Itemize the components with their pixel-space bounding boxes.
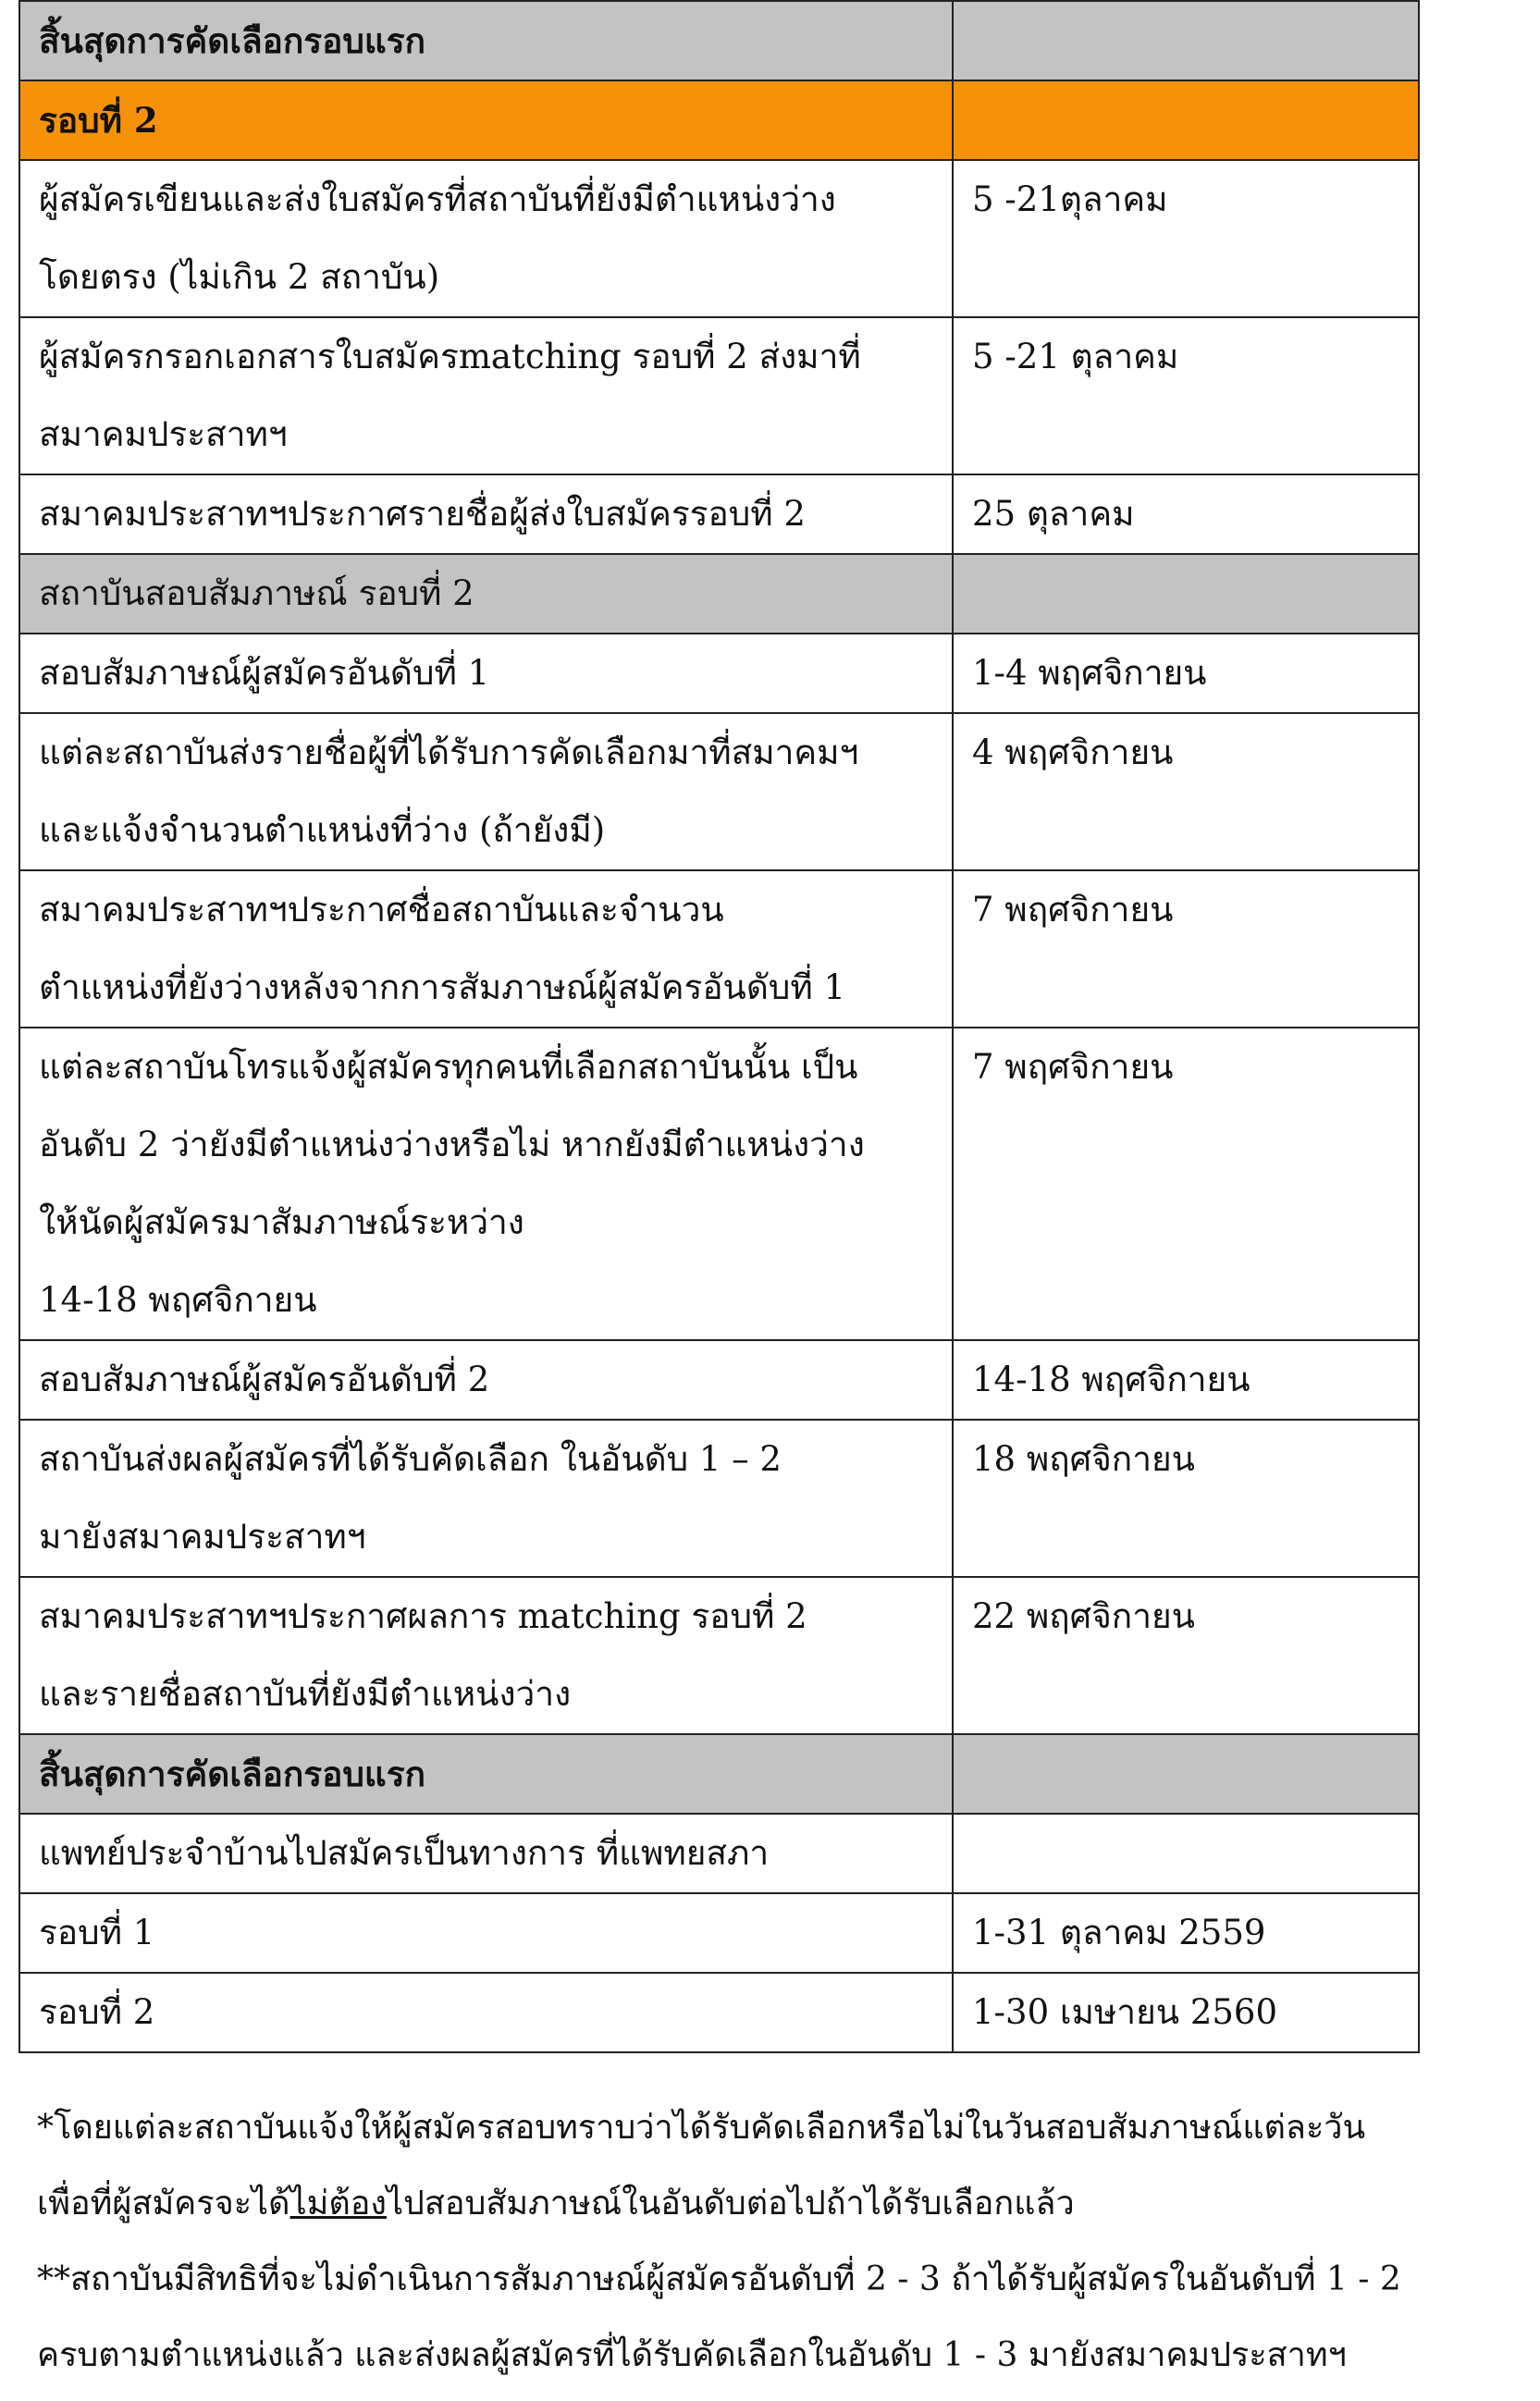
table-row: [19, 317, 1419, 474]
date-cell: 5 -21 ตุลาคม: [953, 317, 1419, 474]
table-row: [19, 713, 1419, 870]
date-cell: 1-31 ตุลาคม 2559: [953, 1893, 1419, 1973]
date-cell: [953, 1814, 1419, 1893]
table-row: [19, 634, 1419, 713]
table-row: [19, 1, 1419, 80]
date-cell: 5 -21ตุลาคม: [953, 160, 1419, 317]
date-cell: 14-18 พฤศจิกายน: [953, 1340, 1419, 1420]
footnote-line-2: [37, 2166, 1535, 2242]
date-cell: 18 พฤศจิกายน: [953, 1420, 1419, 1577]
date-cell: [953, 1734, 1419, 1814]
date-cell: 1-4 พฤศจิกายน: [953, 634, 1419, 713]
date-cell: [953, 80, 1419, 160]
footnotes: [37, 2090, 1535, 2394]
date-cell: 4 พฤศจิกายน: [953, 713, 1419, 870]
step-cell: สถาบันสอบสัมภาษณ์ รอบที่ 2: [19, 554, 953, 634]
schedule-table-body: [19, 1, 1419, 2052]
step-cell: แต่ละสถาบันโทรแจ้งผู้สมัครทุกคนที่เลือกสถาบันนั้น เป็น อันดับ 2 ว่ายังมีตำแหน่งว่างหรือไม่ หากยังมีตำแหน่งว่าง ให้นัดผู้สมัครมาสัมภาษณ์ระหว่าง 14-18 พฤศจิกายน: [19, 1028, 953, 1340]
table-row: [19, 1893, 1419, 1973]
step-cell: สอบสัมภาษณ์ผู้สมัครอันดับที่ 2: [19, 1340, 953, 1420]
table-row: [19, 474, 1419, 554]
step-cell: รอบที่ 2: [19, 1973, 953, 2052]
table-row: [19, 870, 1419, 1028]
date-cell: [953, 1, 1419, 80]
footnote-line-3: **สถาบันมีสิทธิที่จะไม่ดำเนินการสัมภาษณ์ผู้สมัครอันดับที่ 2 - 3 ถ้าได้รับผู้สมัครในอันดับที่ 1 - 2: [37, 2260, 1401, 2298]
step-cell: สถาบันส่งผลผู้สมัครที่ได้รับคัดเลือก ในอันดับ 1 – 2 มายังสมาคมประสาทฯ: [19, 1420, 953, 1577]
table-row: [19, 1814, 1419, 1893]
table-row: [19, 80, 1419, 160]
table-row: [19, 160, 1419, 317]
step-cell: แพทย์ประจำบ้านไปสมัครเป็นทางการ ที่แพทยสภา: [19, 1814, 953, 1893]
date-cell: 22 พฤศจิกายน: [953, 1577, 1419, 1734]
table-row: [19, 1734, 1419, 1814]
step-cell: สิ้นสุดการคัดเลือกรอบแรก: [19, 1, 953, 80]
step-cell: สมาคมประสาทฯประกาศชื่อสถาบันและจำนวน ตำแหน่งที่ยังว่างหลังจากการสัมภาษณ์ผู้สมัครอันดับที่ 1: [19, 870, 953, 1028]
table-row: [19, 1420, 1419, 1577]
step-cell: รอบที่ 1: [19, 1893, 953, 1973]
footnote-line-1: *โดยแต่ละสถาบันแจ้งให้ผู้สมัครสอบทราบว่าได้รับคัดเลือกหรือไม่ในวันสอบสัมภาษณ์แต่ละวัน: [37, 2109, 1366, 2147]
step-cell: ผู้สมัครเขียนและส่งใบสมัครที่สถาบันที่ยังมีตำแหน่งว่าง โดยตรง (ไม่เกิน 2 สถาบัน): [19, 160, 953, 317]
table-row: [19, 1973, 1419, 2052]
step-cell: สมาคมประสาทฯประกาศผลการ matching รอบที่ 2 และรายชื่อสถาบันที่ยังมีตำแหน่งว่าง: [19, 1577, 953, 1734]
table-row: [19, 554, 1419, 634]
step-cell: สอบสัมภาษณ์ผู้สมัครอันดับที่ 1: [19, 634, 953, 713]
date-cell: 25 ตุลาคม: [953, 474, 1419, 554]
footnote-line-4: ครบตามตำแหน่งแล้ว และส่งผลผู้สมัครที่ได้รับคัดเลือกในอันดับ 1 - 3 มายังสมาคมประสาทฯ: [37, 2336, 1347, 2374]
table-row: [19, 1340, 1419, 1420]
date-cell: 1-30 เมษายน 2560: [953, 1973, 1419, 2052]
step-cell: สิ้นสุดการคัดเลือกรอบแรก: [19, 1734, 953, 1814]
step-cell: รอบที่ 2: [19, 80, 953, 160]
date-cell: [953, 554, 1419, 634]
step-cell: สมาคมประสาทฯประกาศรายชื่อผู้ส่งใบสมัครรอบที่ 2: [19, 474, 953, 554]
footnote-line-2-end: ไปสอบสัมภาษณ์ในอันดับต่อไปถ้าได้รับเลือกแล้ว: [386, 2185, 1075, 2222]
schedule-table: [18, 0, 1420, 2053]
footnote-underlined-word: ไม่ต้อง: [290, 2185, 387, 2222]
date-cell: 7 พฤศจิกายน: [953, 870, 1419, 1028]
date-cell: 7 พฤศจิกายน: [953, 1028, 1419, 1340]
footnote-line-2-start: เพื่อที่ผู้สมัครจะได้: [37, 2185, 290, 2222]
step-cell: แต่ละสถาบันส่งรายชื่อผู้ที่ได้รับการคัดเลือกมาที่สมาคมฯ และแจ้งจำนวนตำแหน่งที่ว่าง (ถ้ายังมี): [19, 713, 953, 870]
table-row: [19, 1028, 1419, 1340]
step-cell: ผู้สมัครกรอกเอกสารใบสมัครmatching รอบที่ 2 ส่งมาที่ สมาคมประสาทฯ: [19, 317, 953, 474]
table-row: [19, 1577, 1419, 1734]
